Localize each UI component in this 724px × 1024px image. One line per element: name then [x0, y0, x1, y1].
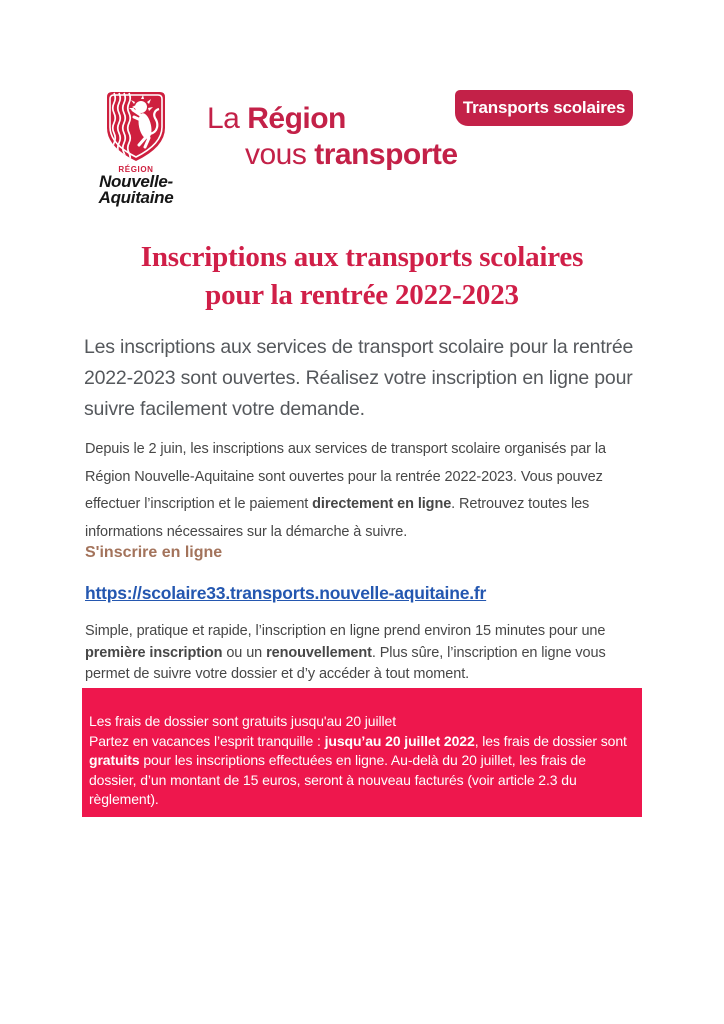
logo-name-line2: Aquitaine [98, 188, 174, 207]
inscription-link[interactable]: https://scolaire33.transports.nouvelle-aquitaine.fr [85, 583, 487, 603]
logo-name-line1: Nouvelle- [99, 172, 173, 191]
page-title-line2: pour la rentrée 2022-2023 [205, 279, 519, 311]
page-title-line1: Inscriptions aux transports scolaires [140, 241, 584, 273]
logo-region-label: RÉGION [118, 165, 154, 174]
slogan-line1-regular: La [207, 102, 248, 135]
slogan-line2-bold: transporte [314, 138, 458, 171]
slogan [207, 101, 458, 173]
slogan-line1-bold: Région [247, 102, 346, 135]
highlight-body: Partez en vacances l’esprit tranquille : jusqu’au 20 juillet 2022, les frais de dossier sont gratuits pour les inscriptions effectuées en ligne. Au-delà du 20 juillet, les frais de dossier, d’un montant de 15 euros, seront à nouveau facturés (voir article 2.3 du règlement). [89, 732, 627, 807]
lede-paragraph: Les inscriptions aux services de transport scolaire pour la rentrée 2022-2023 sont ouvertes. Réalisez votre inscription en ligne pour suivre facilement votre demande. [84, 336, 634, 420]
region-crest-icon [105, 90, 167, 164]
highlight-title: Les frais de dossier sont gratuits jusqu'au 20 juillet [89, 713, 397, 729]
slogan-line1 [207, 101, 458, 137]
region-logo [88, 90, 184, 206]
subscribe-heading: S'inscrire en ligne [85, 544, 223, 561]
slogan-line2-regular: vous [245, 138, 315, 171]
body-paragraph-2: Simple, pratique et rapide, l’inscription en ligne prend environ 15 minutes pour une première inscription ou un renouvellement. Plus sûre, l’inscription en ligne vous permet de suivre votre dossier et d’y accéder à tout moment. [85, 623, 606, 682]
slogan-line2 [245, 137, 458, 173]
fees-highlight-box [82, 688, 642, 817]
body-paragraph-1: Depuis le 2 juin, les inscriptions aux services de transport scolaire organisés par la Région Nouvelle-Aquitaine sont ouvertes pour la rentrée 2022-2023. Vous pouvez effectuer l’inscription et le paiement directement en ligne. Retrouvez toutes les informations nécessaires sur la démarche à suivre. [85, 441, 606, 540]
transports-scolaires-badge: Transports scolaires [455, 90, 633, 126]
page-title [0, 238, 724, 314]
